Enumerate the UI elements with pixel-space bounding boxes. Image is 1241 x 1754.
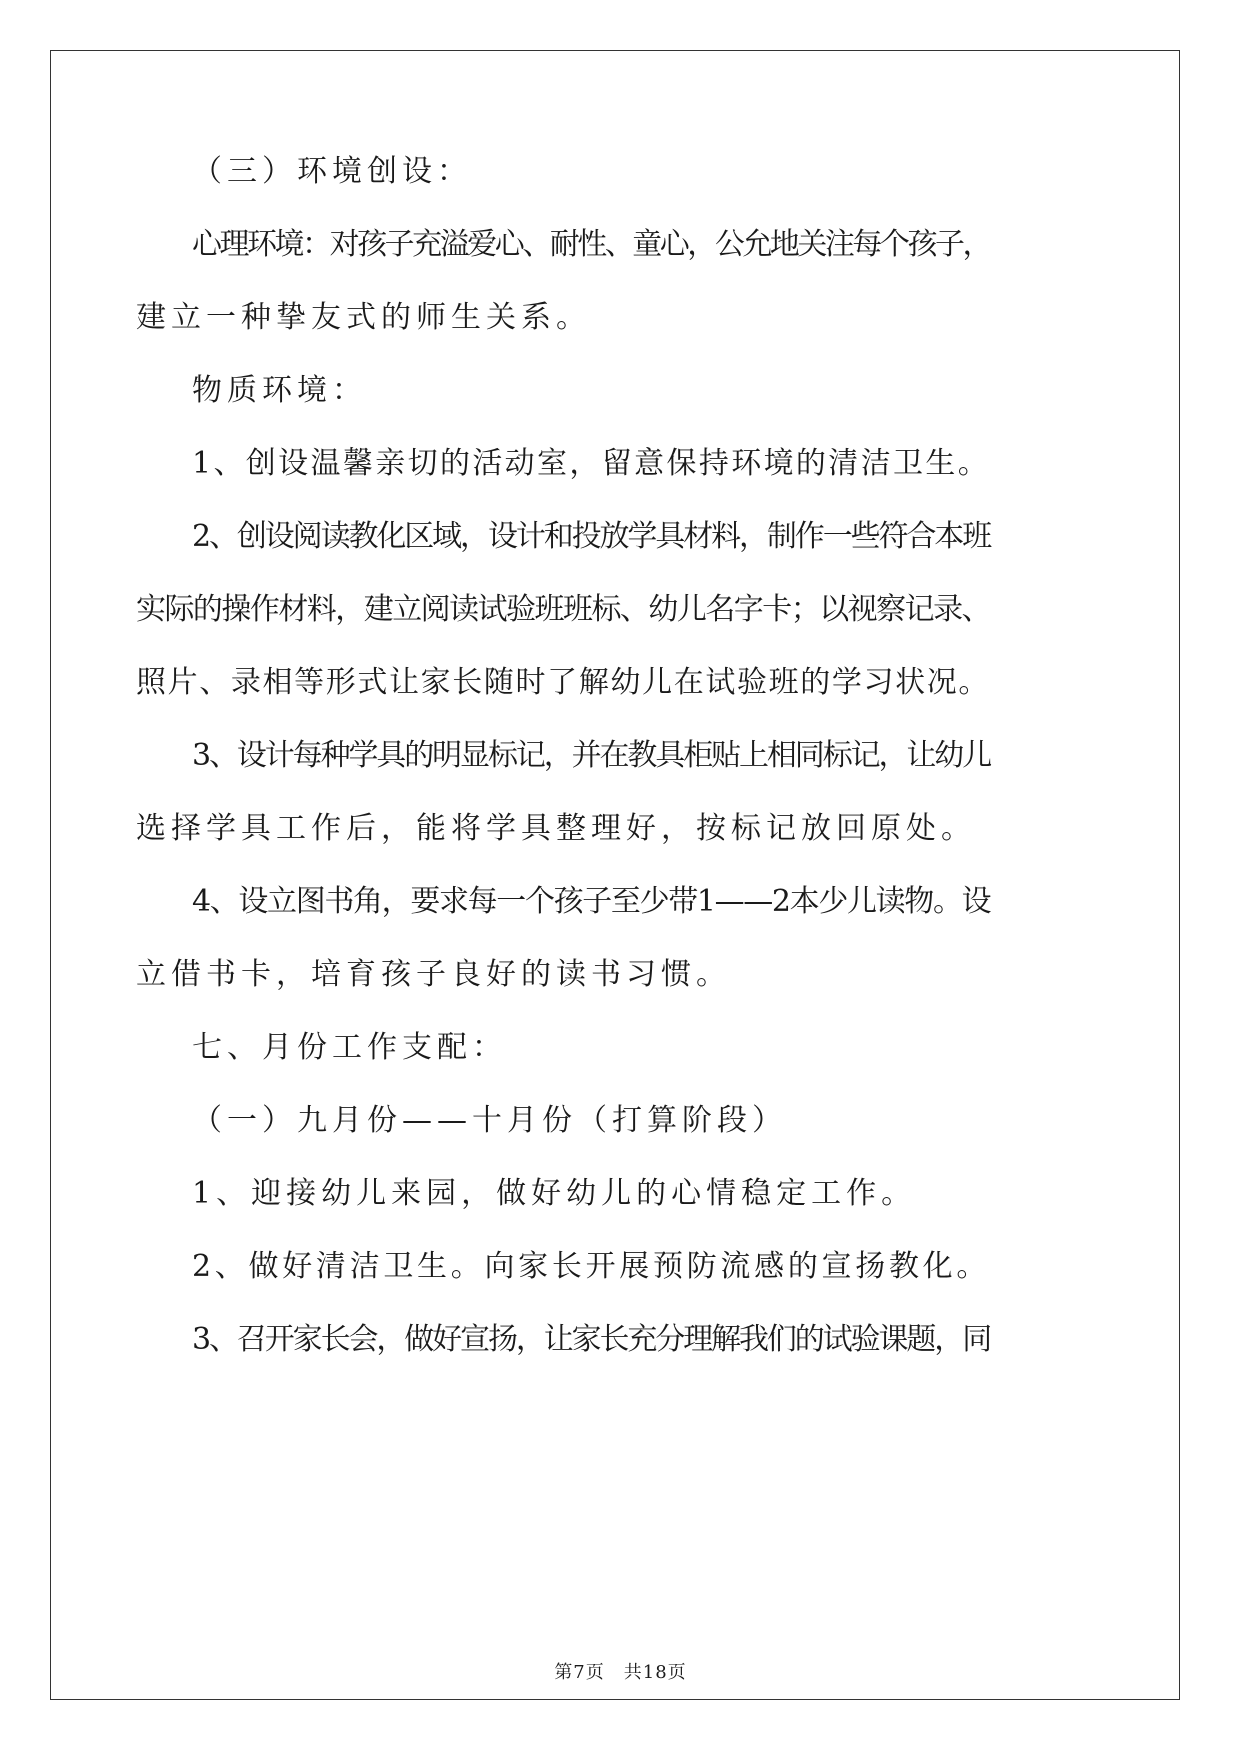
page-number-footer: 第7页 共18页	[554, 1662, 687, 1683]
list-item: 2、做好清洁卫生。向家长开展预防流感的宣扬教化。	[192, 1249, 991, 1284]
subheading-sept-oct: （一）九月份——十月份（打算阶段）	[192, 1103, 787, 1138]
list-item: 4、设立图书角，要求每一个孩子至少带1——2本少儿读物。设	[192, 884, 991, 919]
list-item: 3、召开家长会，做好宣扬，让家长充分理解我们的试验课题，同	[192, 1322, 991, 1357]
list-item: 2、创设阅读教化区域，设计和投放学具材料，制作一些符合本班	[192, 519, 991, 554]
paragraph-line: 选择学具工作后，能将学具整理好，按标记放回原处。	[136, 811, 976, 846]
paragraph-line: 立借书卡，培育孩子良好的读书习惯。	[136, 957, 731, 992]
list-item: 1、创设温馨亲切的活动室，留意保持环境的清洁卫生。	[192, 446, 991, 481]
paragraph-line: 心理环境：对孩子充溢爱心、耐性、童心，公允地关注每个孩子，	[192, 227, 990, 262]
list-item: 3、设计每种学具的明显标记，并在教具柜贴上相同标记，让幼儿	[192, 738, 991, 773]
paragraph-line: 建立一种挚友式的师生关系。	[136, 300, 591, 335]
paragraph-line: 实际的操作材料，建立阅读试验班班标、幼儿名字卡；以视察记录、	[136, 592, 990, 627]
list-item: 1、迎接幼儿来园，做好幼儿的心情稳定工作。	[192, 1176, 917, 1211]
heading-environment: （三）环境创设：	[192, 154, 472, 189]
paragraph-line: 物质环境：	[192, 373, 367, 408]
paragraph-line: 照片、录相等形式让家长随时了解幼儿在试验班的学习状况。	[136, 665, 990, 700]
heading-monthly-plan: 七、月份工作支配：	[192, 1030, 507, 1065]
